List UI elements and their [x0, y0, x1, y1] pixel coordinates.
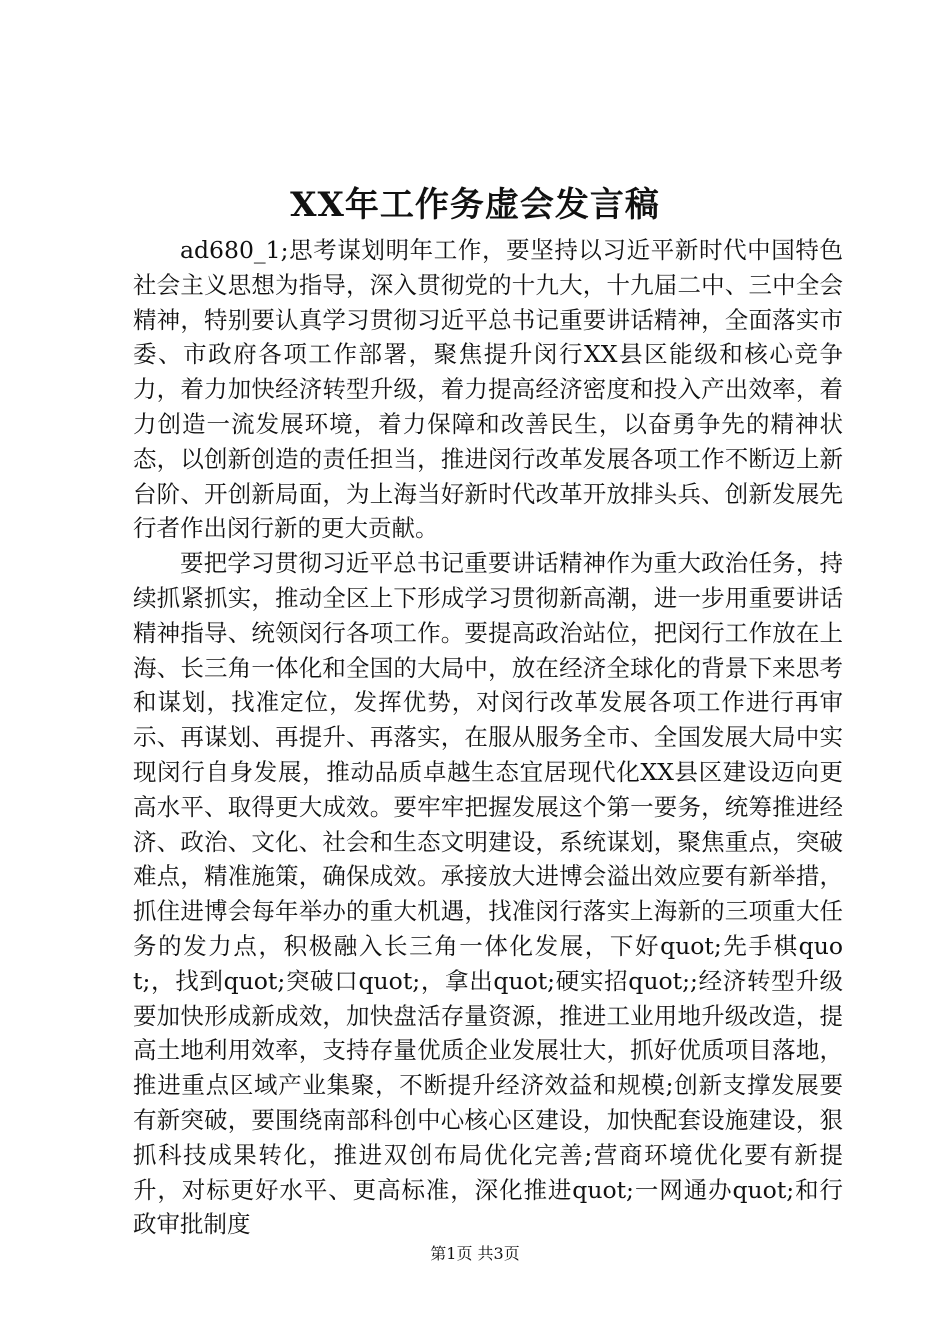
page-footer: 第1页 共3页 [430, 1244, 520, 1263]
document-title: XX年工作务虚会发言稿 [290, 185, 660, 225]
paragraph-1: ad680_1;思考谋划明年工作，要坚持以习近平新时代中国特色社会主义思想为指导，深入贯彻党的十九大，十九届二中、三中全会精神，特别要认真学习贯彻习近平总书记重要讲话精神，全面落实市委、市政府各项工作部署，聚焦提升闵行XX县区能级和核心竞争力，着力加快经济转型升级，着力提高经济密度和投入产出效率，着力创造一流发展环境，着力保障和改善民生，以奋勇争先的精神状态，以创新创造的责任担当，推进闵行改革发展各项工作不断迈上新台阶、开创新局面，为上海当好新时代改革开放排头兵、创新发展先行者作出闵行新的更大贡献。 [133, 236, 843, 543]
paragraph-2: 要把学习贯彻习近平总书记重要讲话精神作为重大政治任务，持续抓紧抓实，推动全区上下形成学习贯彻新高潮，进一步用重要讲话精神指导、统领闵行各项工作。要提高政治站位，把闵行工作放在上海、长三角一体化和全国的大局中，放在经济全球化的背景下来思考和谋划，找准定位，发挥优势，对闵行改革发展各项工作进行再审示、再谋划、再提升、再落实，在服从服务全市、全国发展大局中实现闵行自身发展，推动品质卓越生态宜居现代化XX县区建设迈向更高水平、取得更大成效。要牢牢把握发展这个第一要务，统筹推进经济、政治、文化、社会和生态文明建设，系统谋划，聚焦重点，突破难点，精准施策，确保成效。承接放大进博会溢出效应要有新举措，抓住进博会每年举办的重大机遇，找准闵行落实上海新的三项重大任务的发力点，积极融入长三角一体化发展，下好quot;先手棋quot;，找到quot;突破口quot;，拿出quot;硬实招quot;;经济转型升级要加快形成新成效，加快盘活存量资源，推进工业用地升级改造，提高土地利用效率，支持存量优质企业发展壮大，抓好优质项目落地，推进重点区域产业集聚，不断提升经济效益和规模;创新支撑发展要有新突破，要围绕南部科创中心核心区建设，加快配套设施建设，狠抓科技成果转化，推进双创布局优化完善;营商环境优化要有新提升，对标更好水平、更高标准，深化推进quot;一网通办quot;和行政审批制度 [133, 549, 843, 1239]
document-body [133, 233, 843, 1242]
